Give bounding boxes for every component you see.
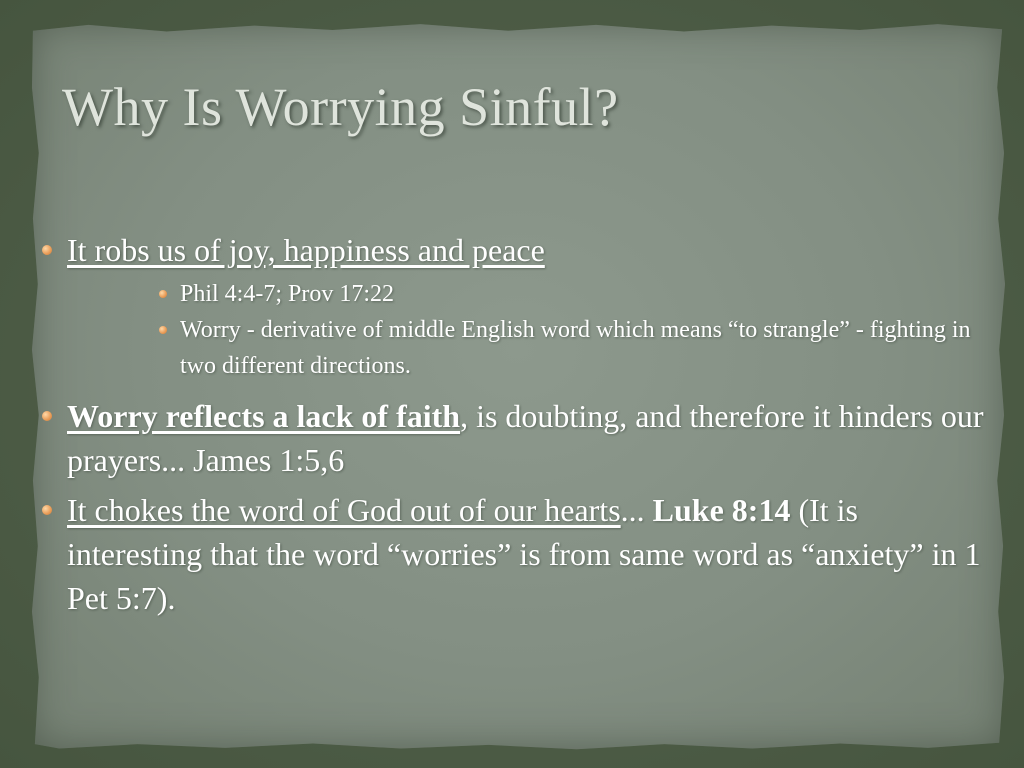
bullet-dot-icon — [159, 290, 167, 298]
bullet-dot-icon — [42, 505, 52, 515]
sub-bullet-list — [67, 276, 996, 384]
slide-title: Why Is Worrying Sinful? — [62, 77, 619, 137]
slide-content — [36, 228, 996, 626]
bullet-list — [36, 228, 996, 620]
bullet-lead-text: It chokes the word of God out of our hearts — [67, 492, 621, 528]
bullet-item-chokes — [36, 488, 996, 620]
bullet-text: (It is interesting that the word “worries” is from same word as “anxiety” in 1 Pet 5:7). — [67, 492, 981, 616]
sub-bullet-item — [67, 276, 996, 312]
bullet-item-faith — [36, 394, 996, 482]
sub-bullet-text: Worry - derivative of middle English word which means “to strangle” - fighting in two different directions. — [180, 317, 971, 379]
bullet-dot-icon — [42, 411, 52, 421]
bullet-dot-icon — [42, 245, 52, 255]
bullet-item-joy — [36, 228, 996, 384]
scripture-reference: Luke 8:14 — [652, 492, 791, 528]
bullet-text: It robs us of joy, happiness and peace — [67, 232, 545, 268]
bullet-ellipsis: ... — [620, 492, 653, 528]
bullet-dot-icon — [159, 326, 167, 334]
sub-bullet-item — [67, 312, 996, 384]
bullet-lead-text: Worry reflects a lack of faith — [67, 398, 461, 434]
bullet-text: , is doubting, and therefore it hinders our prayers... James 1:5,6 — [67, 398, 984, 478]
sub-bullet-text: Phil 4:4-7; Prov 17:22 — [180, 281, 395, 307]
